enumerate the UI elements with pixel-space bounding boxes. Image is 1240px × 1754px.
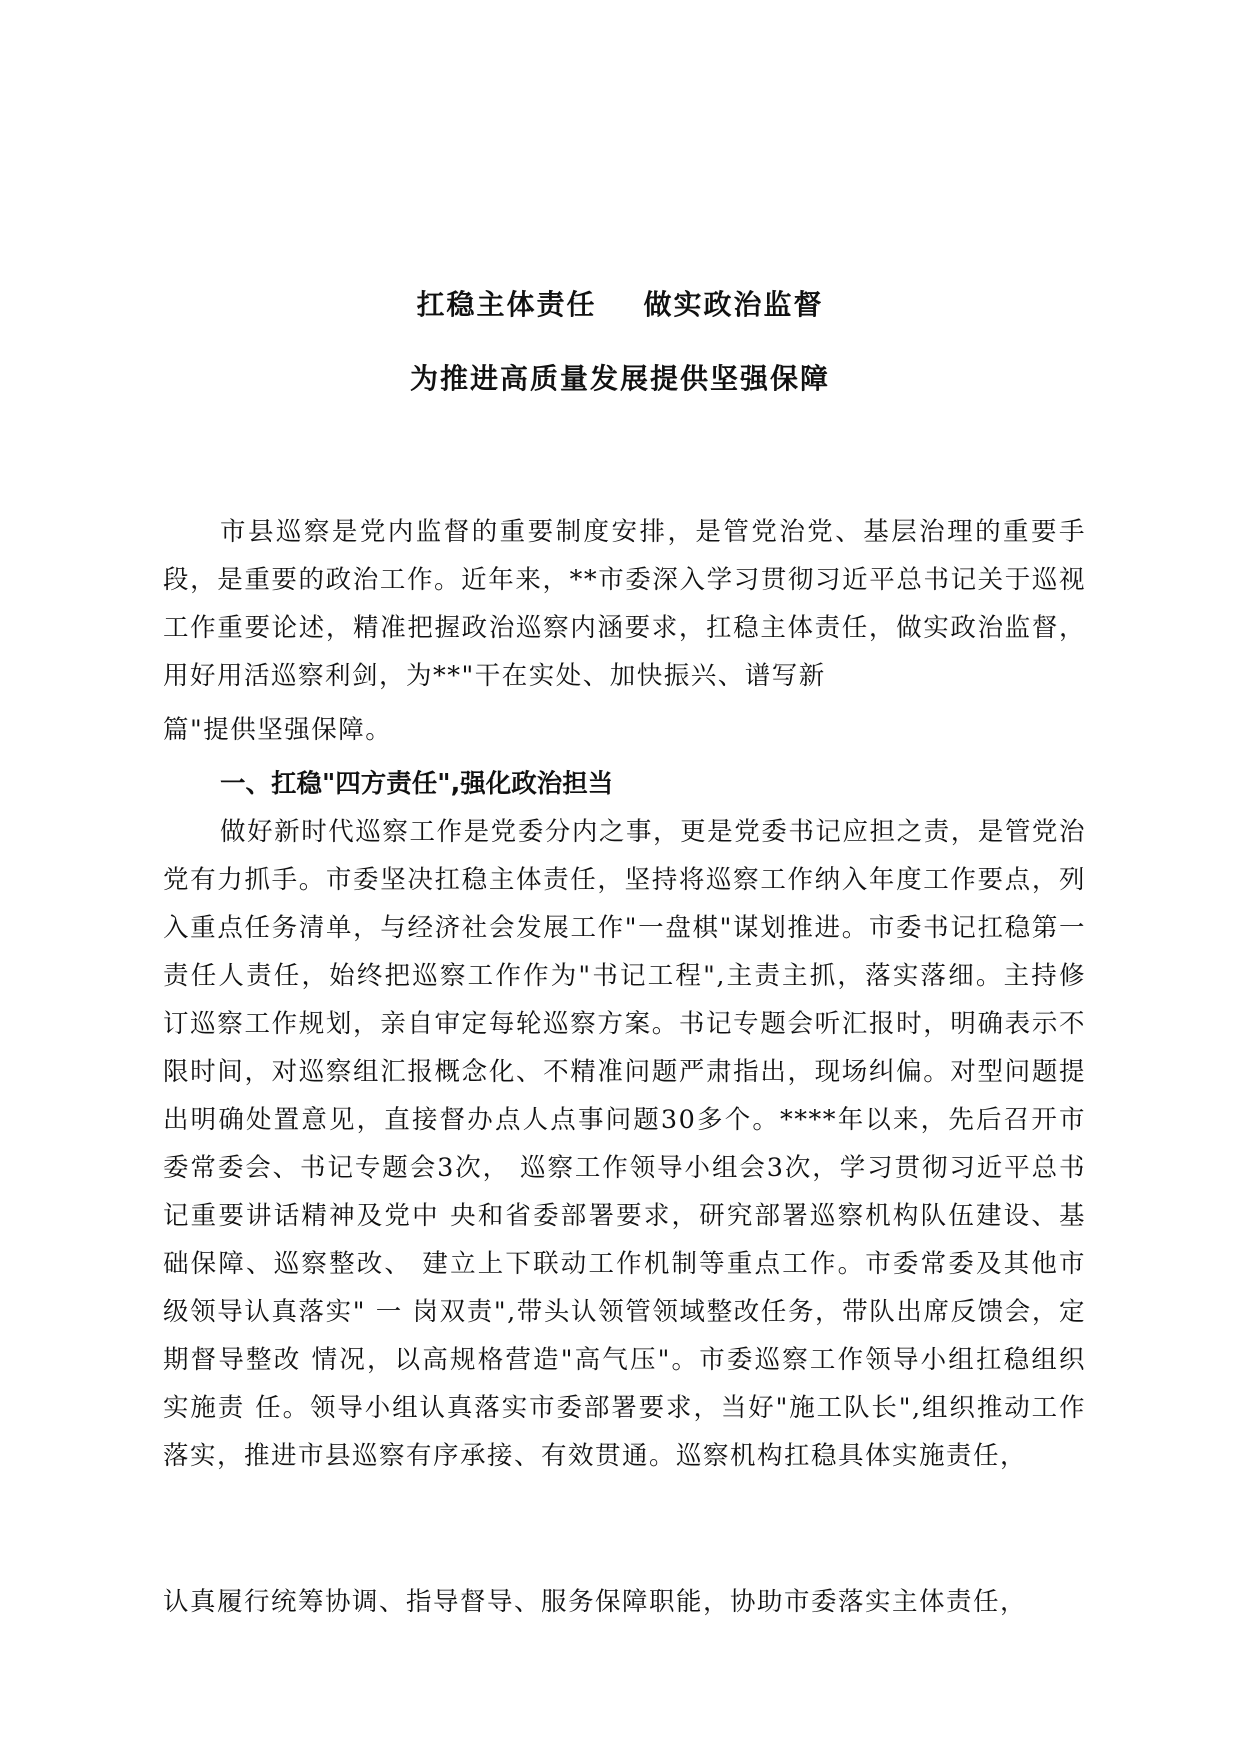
intro-paragraph bbox=[163, 508, 1086, 754]
document-title-line-2: 为推进高质量发展提供坚强保障 bbox=[409, 362, 830, 395]
intro-paragraph-text: 市县巡察是党内监督的重要制度安排，是管党治党、基层治理的重要手段，是重要的政治工作。近年来，**市委深入学习贯彻习近平总书记关于巡视工作重要论述，精准把握政治巡察内涵要求，扛稳主体责任，做实政治监督，用好用活巡察利剑，为**"干在实处、加快振兴、谱写新 bbox=[163, 517, 1086, 691]
intro-paragraph-tail: 篇"提供坚强保障。 bbox=[163, 715, 393, 745]
section-1-paragraph: 做好新时代巡察工作是党委分内之事，更是党委书记应担之责，是管党治党有力抓手。市委坚决扛稳主体责任，坚持将巡察工作纳入年度工作要点，列入重点任务清单，与经济社会发展工作"一盘棋"谋划推进。市委书记扛稳第一责任人责任，始终把巡察工作作为"书记工程",主责主抓，落实落细。主持修订巡察工作规划，亲自审定每轮巡察方案。书记专题会听汇报时，明确表示不限时间，对巡察组汇报概念化、不精准问题严肃指出，现场纠偏。对型问题提出明确处置意见，直接督办点人点事问题30多个。****年以来，先后召开市委常委会、书记专题会3次， 巡察工作领导小组会3次，学习贯彻习近平总书记重要讲话精神及党中 央和省委部署要求，研究部署巡察机构队伍建设、基础保障、巡察整改、 建立上下联动工作机制等重点工作。市委常委及其他市级领导认真落实" 一 岗双责",带头认领管领域整改任务，带队出席反馈会，定期督导整改 情况，以高规格营造"高气压"。市委巡察工作领导小组扛稳组织实施责 任。领导小组认真落实市委部署要求，当好"施工队长",组织推动工作 落实，推进市县巡察有序承接、有效贯通。巡察机构扛稳具体实施责任， bbox=[163, 817, 1086, 1471]
section-1-heading: 一、扛稳"四方责任",强化政治担当 bbox=[220, 769, 614, 799]
document-title-line-1: 扛稳主体责任 做实政治监督 bbox=[416, 288, 824, 321]
section-1-continuation: 认真履行统筹协调、指导督导、服务保障职能，协助市委落实主体责任， bbox=[163, 1587, 1028, 1617]
